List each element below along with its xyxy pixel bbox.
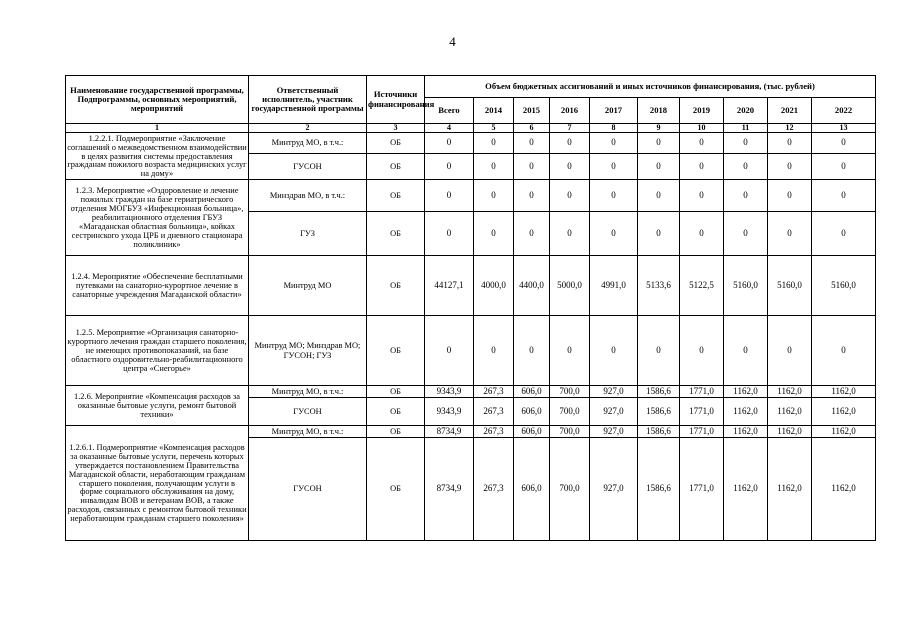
year-value-cell: 1771,0 xyxy=(680,426,724,438)
total-cell: 0 xyxy=(425,133,474,154)
year-value-cell: 1162,0 xyxy=(768,426,812,438)
year-value-cell: 0 xyxy=(768,133,812,154)
year-value-cell: 0 xyxy=(768,180,812,212)
year-value-cell: 5000,0 xyxy=(550,256,590,316)
year-value-cell: 0 xyxy=(514,212,550,256)
year-value-cell: 5160,0 xyxy=(812,256,876,316)
year-value-cell: 5160,0 xyxy=(768,256,812,316)
column-number: 12 xyxy=(768,124,812,133)
year-value-cell: 0 xyxy=(768,212,812,256)
column-number: 6 xyxy=(514,124,550,133)
year-value-cell: 1162,0 xyxy=(724,426,768,438)
year-value-cell: 927,0 xyxy=(590,426,638,438)
responsible-cell: ГУСОН xyxy=(249,438,367,541)
year-value-cell: 0 xyxy=(514,154,550,180)
year-value-cell: 0 xyxy=(590,154,638,180)
column-number: 13 xyxy=(812,124,876,133)
year-value-cell: 0 xyxy=(550,180,590,212)
year-value-cell: 0 xyxy=(474,212,514,256)
header-year: 2020 xyxy=(724,98,768,124)
year-value-cell: 0 xyxy=(724,133,768,154)
year-value-cell: 1586,6 xyxy=(638,386,680,398)
year-value-cell: 0 xyxy=(474,154,514,180)
table-row xyxy=(66,180,876,212)
responsible-cell: ГУСОН xyxy=(249,398,367,426)
total-cell: 8734,9 xyxy=(425,438,474,541)
column-number: 1 xyxy=(66,124,249,133)
measure-name-cell: 1.2.6. Мероприятие «Компенсация расходов за оказанные бытовые услуги, ремонт бытовой техники» xyxy=(66,386,249,426)
responsible-cell: Минтруд МО; Минздрав МО; ГУСОН; ГУЗ xyxy=(249,316,367,386)
year-value-cell: 1162,0 xyxy=(768,398,812,426)
year-value-cell: 927,0 xyxy=(590,398,638,426)
column-number: 7 xyxy=(550,124,590,133)
header-total: Всего xyxy=(425,98,474,124)
year-value-cell: 927,0 xyxy=(590,386,638,398)
table-body xyxy=(66,133,876,541)
measure-name-cell: 1.2.6.1. Подмероприятие «Компенсация расходов за оказанные бытовые услуги, перечень которых утверждается постановлением Правительства Магаданской области, неработающим гражданам старшего поколения, получающим услуги в форме социального обслуживания на дому, инвалидам ВОВ и ветеранам ВОВ, а также расходов, связанных с ремонтом бытовой техники неработающим гражданам старшего поколения» xyxy=(66,426,249,541)
year-value-cell: 0 xyxy=(550,316,590,386)
table-row xyxy=(66,133,876,154)
measure-name-cell: 1.2.4. Мероприятие «Обеспечение бесплатными путевками на санаторно-курортное лечение в санаторные учреждения Магаданской области» xyxy=(66,256,249,316)
year-value-cell: 5133,6 xyxy=(638,256,680,316)
header-volume: Объем бюджетных ассигнований и иных источников финансирования, (тыс. рублей) xyxy=(425,76,876,98)
year-value-cell: 267,3 xyxy=(474,438,514,541)
column-number: 5 xyxy=(474,124,514,133)
year-value-cell: 700,0 xyxy=(550,386,590,398)
year-value-cell: 700,0 xyxy=(550,426,590,438)
table-row xyxy=(66,316,876,386)
year-value-cell: 0 xyxy=(812,212,876,256)
year-value-cell: 1162,0 xyxy=(812,398,876,426)
header-year: 2022 xyxy=(812,98,876,124)
source-cell: ОБ xyxy=(367,438,425,541)
measure-name-cell: 1.2.5. Мероприятие «Организация санаторно-курортного лечения граждан старшего поколения, не имеющих противопоказаний, на базе областного оздоровительно-реабилитационного центра «Снегорье» xyxy=(66,316,249,386)
source-cell: ОБ xyxy=(367,316,425,386)
year-value-cell: 1771,0 xyxy=(680,386,724,398)
column-number: 4 xyxy=(425,124,474,133)
total-cell: 0 xyxy=(425,212,474,256)
column-number-row xyxy=(66,124,876,133)
year-value-cell: 0 xyxy=(550,212,590,256)
column-number: 2 xyxy=(249,124,367,133)
header-year: 2015 xyxy=(514,98,550,124)
responsible-cell: ГУЗ xyxy=(249,212,367,256)
header-year: 2018 xyxy=(638,98,680,124)
column-number: 9 xyxy=(638,124,680,133)
year-value-cell: 0 xyxy=(514,316,550,386)
year-value-cell: 1162,0 xyxy=(812,426,876,438)
year-value-cell: 0 xyxy=(768,316,812,386)
responsible-cell: Минтруд МО xyxy=(249,256,367,316)
year-value-cell: 4000,0 xyxy=(474,256,514,316)
column-number: 3 xyxy=(367,124,425,133)
header-year: 2014 xyxy=(474,98,514,124)
page-number: 4 xyxy=(449,34,456,49)
budget-table xyxy=(65,75,876,541)
year-value-cell: 0 xyxy=(768,154,812,180)
year-value-cell: 0 xyxy=(550,154,590,180)
total-cell: 9343,9 xyxy=(425,386,474,398)
header-year: 2021 xyxy=(768,98,812,124)
responsible-cell: Минтруд МО, в т.ч.: xyxy=(249,386,367,398)
column-number: 8 xyxy=(590,124,638,133)
year-value-cell: 606,0 xyxy=(514,398,550,426)
year-value-cell: 1586,6 xyxy=(638,398,680,426)
table-row xyxy=(66,256,876,316)
responsible-cell: Минтруд МО, в т.ч.: xyxy=(249,133,367,154)
year-value-cell: 606,0 xyxy=(514,438,550,541)
year-value-cell: 0 xyxy=(638,154,680,180)
year-value-cell: 0 xyxy=(474,316,514,386)
year-value-cell: 267,3 xyxy=(474,386,514,398)
year-value-cell: 1162,0 xyxy=(724,398,768,426)
header-year: 2017 xyxy=(590,98,638,124)
year-value-cell: 927,0 xyxy=(590,438,638,541)
year-value-cell: 0 xyxy=(590,212,638,256)
year-value-cell: 0 xyxy=(474,133,514,154)
header-responsible: Ответственный исполнитель, участник государственной программы xyxy=(249,76,367,124)
year-value-cell: 267,3 xyxy=(474,398,514,426)
year-value-cell: 1162,0 xyxy=(768,386,812,398)
year-value-cell: 0 xyxy=(514,133,550,154)
column-number: 10 xyxy=(680,124,724,133)
year-value-cell: 1771,0 xyxy=(680,398,724,426)
year-value-cell: 606,0 xyxy=(514,386,550,398)
year-value-cell: 0 xyxy=(638,212,680,256)
year-value-cell: 0 xyxy=(590,180,638,212)
source-cell: ОБ xyxy=(367,133,425,154)
year-value-cell: 700,0 xyxy=(550,438,590,541)
source-cell: ОБ xyxy=(367,212,425,256)
year-value-cell: 0 xyxy=(812,133,876,154)
year-value-cell: 1586,6 xyxy=(638,426,680,438)
year-value-cell: 0 xyxy=(638,133,680,154)
year-value-cell: 1162,0 xyxy=(724,438,768,541)
responsible-cell: Минтруд МО, в т.ч.: xyxy=(249,426,367,438)
responsible-cell: Минздрав МО, в т.ч.: xyxy=(249,180,367,212)
header-year: 2019 xyxy=(680,98,724,124)
year-value-cell: 1162,0 xyxy=(812,438,876,541)
year-value-cell: 606,0 xyxy=(514,426,550,438)
header-year: 2016 xyxy=(550,98,590,124)
year-value-cell: 0 xyxy=(638,180,680,212)
year-value-cell: 0 xyxy=(550,133,590,154)
total-cell: 44127,1 xyxy=(425,256,474,316)
header-source: Источники финансирования xyxy=(367,76,425,124)
year-value-cell: 0 xyxy=(680,212,724,256)
total-cell: 0 xyxy=(425,316,474,386)
year-value-cell: 0 xyxy=(724,212,768,256)
year-value-cell: 0 xyxy=(680,316,724,386)
year-value-cell: 1771,0 xyxy=(680,438,724,541)
year-value-cell: 0 xyxy=(638,316,680,386)
header-name: Наименование государственной программы, Подпрограммы, основных мероприятий, мероприятий xyxy=(66,76,249,124)
source-cell: ОБ xyxy=(367,426,425,438)
table-header xyxy=(66,76,876,133)
year-value-cell: 0 xyxy=(812,154,876,180)
year-value-cell: 0 xyxy=(724,316,768,386)
year-value-cell: 0 xyxy=(474,180,514,212)
measure-name-cell: 1.2.2.1. Подмероприятие «Заключение соглашений о межведомственном взаимодействии в целях развития системы предоставления гражданам пожилого возраста медицинских услуг на дому» xyxy=(67,133,247,179)
year-value-cell: 0 xyxy=(680,133,724,154)
year-value-cell: 0 xyxy=(724,154,768,180)
year-value-cell: 1586,6 xyxy=(638,438,680,541)
source-cell: ОБ xyxy=(367,398,425,426)
year-value-cell: 1162,0 xyxy=(724,386,768,398)
year-value-cell: 0 xyxy=(724,180,768,212)
source-cell: ОБ xyxy=(367,256,425,316)
table-row xyxy=(66,426,876,438)
total-cell: 8734,9 xyxy=(425,426,474,438)
responsible-cell: ГУСОН xyxy=(249,154,367,180)
column-number: 11 xyxy=(724,124,768,133)
year-value-cell: 0 xyxy=(680,154,724,180)
year-value-cell: 267,3 xyxy=(474,426,514,438)
year-value-cell: 0 xyxy=(590,316,638,386)
year-value-cell: 700,0 xyxy=(550,398,590,426)
source-cell: ОБ xyxy=(367,154,425,180)
source-cell: ОБ xyxy=(367,180,425,212)
year-value-cell: 5160,0 xyxy=(724,256,768,316)
year-value-cell: 1162,0 xyxy=(812,386,876,398)
year-value-cell: 4400,0 xyxy=(514,256,550,316)
year-value-cell: 0 xyxy=(812,180,876,212)
year-value-cell: 1162,0 xyxy=(768,438,812,541)
year-value-cell: 0 xyxy=(680,180,724,212)
total-cell: 9343,9 xyxy=(425,398,474,426)
year-value-cell: 0 xyxy=(514,180,550,212)
source-cell: ОБ xyxy=(367,386,425,398)
year-value-cell: 0 xyxy=(590,133,638,154)
year-value-cell: 5122,5 xyxy=(680,256,724,316)
measure-name-cell: 1.2.3. Мероприятие «Оздоровление и лечение пожилых граждан на базе гериатрического отделения МОГБУЗ «Инфекционная больница», реабилитационного отделения ГБУЗ «Магаданская областная больница», койках сестринского ухода ЦРБ и дневного стационара поликлиник» xyxy=(66,180,249,256)
total-cell: 0 xyxy=(425,180,474,212)
total-cell: 0 xyxy=(425,154,474,180)
year-value-cell: 4991,0 xyxy=(590,256,638,316)
table-row xyxy=(66,386,876,398)
year-value-cell: 0 xyxy=(812,316,876,386)
